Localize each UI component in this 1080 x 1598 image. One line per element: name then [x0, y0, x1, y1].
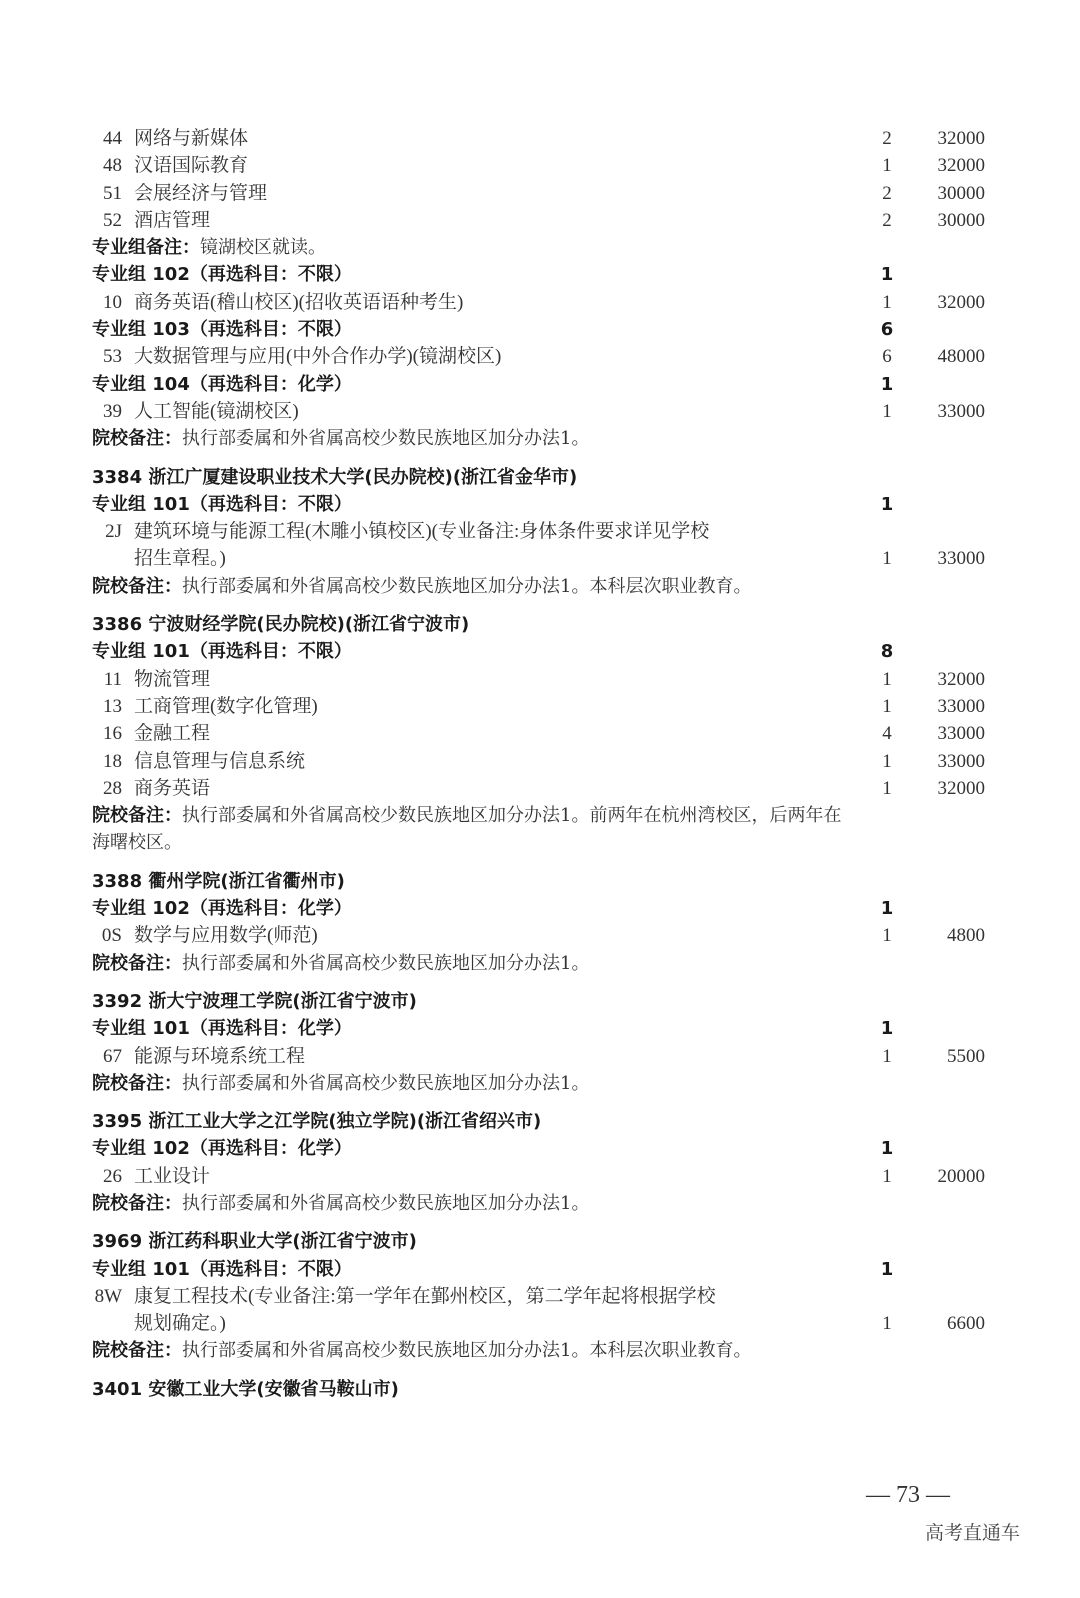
major-group-header	[0, 1015, 1080, 1042]
school-title: 3392 浙大宁波理工学院(浙江省宁波市)	[92, 990, 417, 1012]
plan-count: 1	[882, 291, 892, 313]
major-group-header	[0, 1256, 1080, 1283]
major-name: 工商管理(数字化管理)	[134, 695, 318, 717]
major-name: 商务英语(稽山校区)(招收英语语种考生)	[134, 291, 464, 313]
tuition-fee: 4800	[947, 925, 985, 947]
major-group-header	[0, 638, 1080, 665]
major-code: 44	[103, 128, 122, 149]
group-count: 1	[880, 898, 894, 920]
major-name: 金融工程	[134, 723, 211, 745]
major-name: 网络与新媒体	[134, 128, 249, 149]
major-name: 数学与应用数学(师范)	[134, 925, 318, 947]
school-header	[0, 1228, 1080, 1255]
plan-count: 1	[882, 155, 892, 177]
major-row	[0, 289, 1080, 316]
major-row	[0, 545, 1080, 572]
remark	[92, 1070, 589, 1097]
major-group-header	[0, 1135, 1080, 1162]
plan-count: 6	[882, 346, 892, 368]
remark-text: 执行部委属和外省属高校少数民族地区加分办法1。	[182, 1192, 590, 1214]
group-title: 专业组 102（再选科目：化学）	[92, 898, 352, 920]
remark-label: 院校备注：	[92, 428, 182, 450]
school-title: 3384 浙江广厦建设职业技术大学(民办院校)(浙江省金华市)	[92, 466, 578, 488]
major-code: 16	[103, 723, 122, 745]
plan-count: 1	[882, 750, 892, 772]
remark-row	[0, 1070, 1080, 1097]
admission-plan-list	[0, 125, 1080, 1403]
group-count: 1	[880, 1018, 894, 1040]
tuition-fee: 33000	[937, 695, 985, 717]
major-group-header	[0, 316, 1080, 343]
group-title: 专业组 101（再选科目：化学）	[92, 1018, 352, 1040]
plan-count: 2	[882, 128, 892, 149]
major-name: 工业设计	[134, 1165, 211, 1187]
major-name: 建筑环境与能源工程(木雕小镇校区)(专业备注:身体条件要求详见学校	[134, 521, 710, 543]
remark-text: 执行部委属和外省属高校少数民族地区加分办法1。前两年在杭州湾校区，后两年在	[182, 805, 842, 827]
page-number: — 73 —	[866, 1482, 950, 1508]
major-group-header	[0, 261, 1080, 288]
remark-label: 院校备注：	[92, 1340, 182, 1362]
remark-row	[0, 573, 1080, 600]
tuition-fee: 32000	[937, 128, 985, 149]
group-count: 1	[880, 264, 894, 286]
remark-continuation	[0, 829, 1080, 856]
school-header	[0, 868, 1080, 895]
group-count: 1	[880, 1258, 894, 1280]
major-code: 53	[103, 346, 122, 368]
remark-text: 执行部委属和外省属高校少数民族地区加分办法1。本科层次职业教育。	[182, 575, 752, 597]
major-code: 11	[103, 668, 122, 690]
remark-text: 执行部委属和外省属高校少数民族地区加分办法1。	[182, 952, 590, 974]
plan-count: 4	[882, 723, 892, 745]
remark-row	[0, 234, 1080, 261]
school-title: 3386 宁波财经学院(民办院校)(浙江省宁波市)	[92, 614, 470, 636]
group-title: 专业组 101（再选科目：不限）	[92, 1258, 352, 1280]
remark	[92, 425, 589, 452]
tuition-fee: 32000	[937, 777, 985, 799]
major-code: 39	[103, 400, 122, 422]
major-name: 规划确定。)	[134, 1313, 226, 1335]
major-code: 52	[103, 209, 122, 231]
major-name: 物流管理	[134, 668, 211, 690]
school-header	[0, 1108, 1080, 1135]
major-row	[0, 125, 1080, 152]
remark-label: 院校备注：	[92, 805, 182, 827]
remark-text: 执行部委属和外省属高校少数民族地区加分办法1。	[182, 1072, 590, 1094]
major-code: 2J	[105, 521, 122, 543]
remark-text: 海曙校区。	[92, 832, 182, 854]
tuition-fee: 6600	[947, 1313, 985, 1335]
remark-label: 院校备注：	[92, 575, 182, 597]
major-row	[0, 666, 1080, 693]
major-name: 康复工程技术(专业备注:第一学年在鄞州校区，第二学年起将根据学校	[134, 1285, 716, 1307]
major-row	[0, 518, 1080, 545]
major-name: 能源与环境系统工程	[134, 1045, 306, 1067]
remark-row	[0, 1337, 1080, 1364]
major-name: 大数据管理与应用(中外合作办学)(镜湖校区)	[134, 346, 502, 368]
remark-row	[0, 950, 1080, 977]
plan-count: 1	[882, 925, 892, 947]
major-code: 8W	[94, 1285, 122, 1307]
major-row	[0, 207, 1080, 234]
school-header	[0, 464, 1080, 491]
group-title: 专业组 101（再选科目：不限）	[92, 641, 352, 663]
group-title: 专业组 102（再选科目：不限）	[92, 264, 352, 286]
major-code: 10	[103, 291, 122, 313]
plan-count: 1	[882, 1313, 892, 1335]
plan-count: 1	[882, 695, 892, 717]
tuition-fee: 30000	[937, 209, 985, 231]
remark-row	[0, 1190, 1080, 1217]
remark-row	[0, 802, 1080, 829]
plan-count: 1	[882, 1045, 892, 1067]
major-row	[0, 1043, 1080, 1070]
plan-count: 1	[882, 668, 892, 690]
major-row	[0, 398, 1080, 425]
plan-count: 1	[882, 1165, 892, 1187]
major-name: 酒店管理	[134, 209, 211, 231]
major-row	[0, 152, 1080, 179]
school-title: 3395 浙江工业大学之江学院(独立学院)(浙江省绍兴市)	[92, 1111, 542, 1133]
remark	[92, 1337, 751, 1364]
tuition-fee: 33000	[937, 400, 985, 422]
major-name: 招生章程。)	[134, 548, 226, 570]
tuition-fee: 33000	[937, 723, 985, 745]
major-name: 人工智能(镜湖校区)	[134, 400, 299, 422]
group-title: 专业组 101（再选科目：不限）	[92, 493, 352, 515]
major-row	[0, 1310, 1080, 1337]
school-header	[0, 611, 1080, 638]
major-code: 28	[103, 777, 122, 799]
major-code: 26	[103, 1165, 122, 1187]
major-row	[0, 693, 1080, 720]
group-count: 6	[880, 319, 894, 341]
plan-count: 1	[882, 548, 892, 570]
major-code: 67	[103, 1045, 122, 1067]
remark-row	[0, 425, 1080, 452]
school-title: 3969 浙江药科职业大学(浙江省宁波市)	[92, 1231, 417, 1253]
major-row	[0, 1283, 1080, 1310]
school-title: 3401 安徽工业大学(安徽省马鞍山市)	[92, 1378, 399, 1400]
tuition-fee: 33000	[937, 548, 985, 570]
major-row	[0, 720, 1080, 747]
major-row	[0, 775, 1080, 802]
major-row	[0, 922, 1080, 949]
major-code: 51	[103, 182, 122, 204]
remark-label: 院校备注：	[92, 1072, 182, 1094]
major-code: 13	[103, 695, 122, 717]
plan-count: 2	[882, 209, 892, 231]
remark-text: 镜湖校区就读。	[200, 237, 326, 259]
major-row	[0, 180, 1080, 207]
remark-text: 执行部委属和外省属高校少数民族地区加分办法1。本科层次职业教育。	[182, 1340, 752, 1362]
group-count: 1	[880, 493, 894, 515]
major-code: 0S	[101, 925, 122, 947]
remark-text: 执行部委属和外省属高校少数民族地区加分办法1。	[182, 428, 590, 450]
group-count: 1	[880, 373, 894, 395]
remark	[92, 950, 589, 977]
group-title: 专业组 104（再选科目：化学）	[92, 373, 352, 395]
major-name: 汉语国际教育	[134, 155, 249, 177]
group-title: 专业组 103（再选科目：不限）	[92, 319, 352, 341]
group-count: 8	[880, 641, 894, 663]
major-group-header	[0, 491, 1080, 518]
remark	[92, 573, 751, 600]
tuition-fee: 32000	[937, 155, 985, 177]
major-row	[0, 1163, 1080, 1190]
major-name: 信息管理与信息系统	[134, 750, 306, 772]
major-name: 商务英语	[134, 777, 211, 799]
major-name: 会展经济与管理	[134, 182, 268, 204]
remark	[92, 234, 326, 261]
major-row	[0, 343, 1080, 370]
plan-count: 1	[882, 777, 892, 799]
tuition-fee: 20000	[937, 1165, 985, 1187]
major-code: 48	[103, 155, 122, 177]
tuition-fee: 33000	[937, 750, 985, 772]
major-row	[0, 748, 1080, 775]
remark	[92, 802, 841, 829]
major-group-header	[0, 371, 1080, 398]
remark-label: 院校备注：	[92, 1192, 182, 1214]
major-code: 18	[103, 750, 122, 772]
tuition-fee: 5500	[947, 1045, 985, 1067]
watermark: 高考直通车	[925, 1522, 1021, 1544]
major-group-header	[0, 895, 1080, 922]
remark-label: 专业组备注：	[92, 237, 200, 259]
plan-count: 1	[882, 400, 892, 422]
tuition-fee: 30000	[937, 182, 985, 204]
school-header	[0, 1376, 1080, 1403]
group-title: 专业组 102（再选科目：化学）	[92, 1138, 352, 1160]
tuition-fee: 48000	[937, 346, 985, 368]
school-title: 3388 衢州学院(浙江省衢州市)	[92, 870, 345, 892]
remark	[92, 1190, 589, 1217]
group-count: 1	[880, 1138, 894, 1160]
tuition-fee: 32000	[937, 291, 985, 313]
remark-label: 院校备注：	[92, 952, 182, 974]
plan-count: 2	[882, 182, 892, 204]
school-header	[0, 988, 1080, 1015]
tuition-fee: 32000	[937, 668, 985, 690]
